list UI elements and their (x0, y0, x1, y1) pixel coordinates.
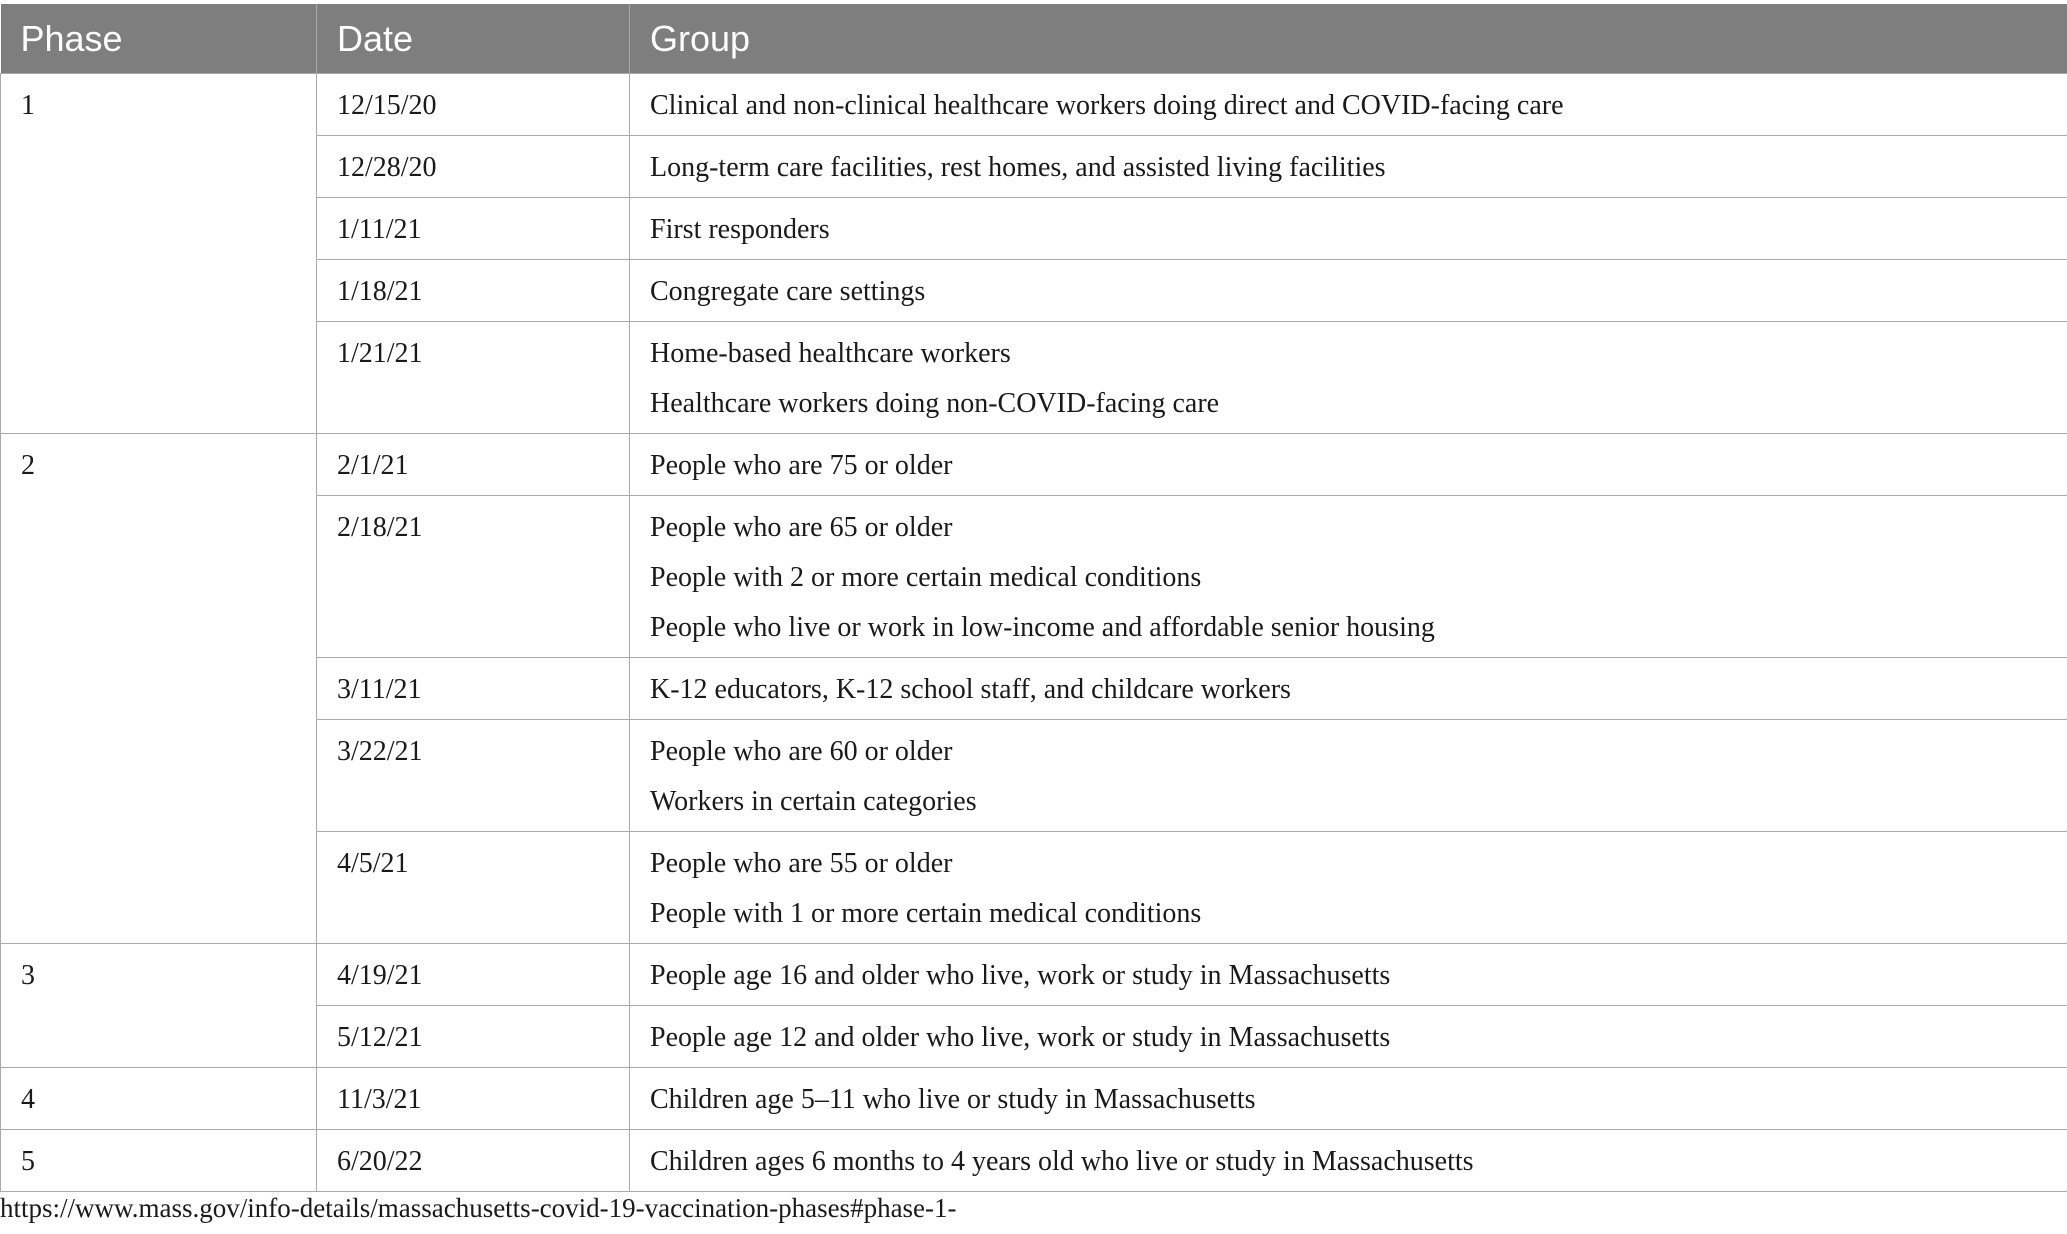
table-row (1, 74, 2067, 136)
phase-cell: 5 (1, 1130, 317, 1192)
group-line: Long-term care facilities, rest homes, and assisted living facilities (650, 152, 1386, 183)
group-cell (630, 496, 2067, 658)
group-line: First responders (650, 214, 830, 245)
phase-cell: 4 (1, 1068, 317, 1130)
date-cell: 2/1/21 (317, 434, 630, 496)
group-cell (630, 720, 2067, 832)
table-row (1, 944, 2067, 1006)
header-date: Date (317, 4, 630, 74)
group-line: People age 12 and older who live, work or study in Massachusetts (650, 1022, 1391, 1053)
date-cell: 1/18/21 (317, 260, 630, 322)
group-line: People with 2 or more certain medical conditions (650, 562, 1202, 593)
table-row (1, 1068, 2067, 1130)
vaccination-phases-table (0, 4, 2067, 1192)
group-cell (630, 1068, 2067, 1130)
group-cell (630, 434, 2067, 496)
date-cell: 4/5/21 (317, 832, 630, 944)
group-line: People who are 60 or older (650, 736, 953, 767)
group-line: Home-based healthcare workers (650, 338, 1011, 369)
group-line: People who are 55 or older (650, 848, 953, 879)
header-row (1, 4, 2067, 74)
date-cell: 6/20/22 (317, 1130, 630, 1192)
group-cell (630, 1006, 2067, 1068)
source-note: https://www.mass.gov/info-details/massachusetts-covid-19-vaccination-phases#phase-1- (0, 1193, 957, 1223)
phase-cell: 3 (1, 944, 317, 1068)
group-line: Healthcare workers doing non-COVID-facing care (650, 388, 1220, 419)
group-cell (630, 832, 2067, 944)
group-cell (630, 198, 2067, 260)
group-cell (630, 1130, 2067, 1192)
group-cell (630, 944, 2067, 1006)
group-cell (630, 136, 2067, 198)
group-line: Children age 5–11 who live or study in Massachusetts (650, 1084, 1256, 1115)
group-line: Clinical and non-clinical healthcare workers doing direct and COVID-facing care (650, 90, 1564, 121)
date-cell: 11/3/21 (317, 1068, 630, 1130)
header-group: Group (630, 4, 2067, 74)
vaccination-phases-table-wrap (0, 4, 2067, 1192)
group-line: People who live or work in low-income and affordable senior housing (650, 612, 1435, 643)
group-line: People who are 75 or older (650, 450, 953, 481)
group-line: Workers in certain categories (650, 786, 977, 817)
group-cell (630, 658, 2067, 720)
group-line: People age 16 and older who live, work or study in Massachusetts (650, 960, 1391, 991)
date-cell: 2/18/21 (317, 496, 630, 658)
date-cell: 4/19/21 (317, 944, 630, 1006)
table-row (1, 434, 2067, 496)
table-body (1, 74, 2067, 1192)
group-cell (630, 260, 2067, 322)
group-line: People with 1 or more certain medical conditions (650, 898, 1202, 929)
date-cell: 12/28/20 (317, 136, 630, 198)
group-line: K-12 educators, K-12 school staff, and childcare workers (650, 674, 1291, 705)
date-cell: 5/12/21 (317, 1006, 630, 1068)
date-cell: 1/21/21 (317, 322, 630, 434)
group-line: Children ages 6 months to 4 years old who live or study in Massachusetts (650, 1146, 1474, 1177)
date-cell: 12/15/20 (317, 74, 630, 136)
group-line: People who are 65 or older (650, 512, 953, 543)
date-cell: 1/11/21 (317, 198, 630, 260)
group-line: Congregate care settings (650, 276, 926, 307)
date-cell: 3/22/21 (317, 720, 630, 832)
table-header (1, 4, 2067, 74)
date-cell: 3/11/21 (317, 658, 630, 720)
group-cell (630, 74, 2067, 136)
phase-cell: 2 (1, 434, 317, 944)
header-phase: Phase (1, 4, 317, 74)
group-cell (630, 322, 2067, 434)
phase-cell: 1 (1, 74, 317, 434)
table-row (1, 1130, 2067, 1192)
